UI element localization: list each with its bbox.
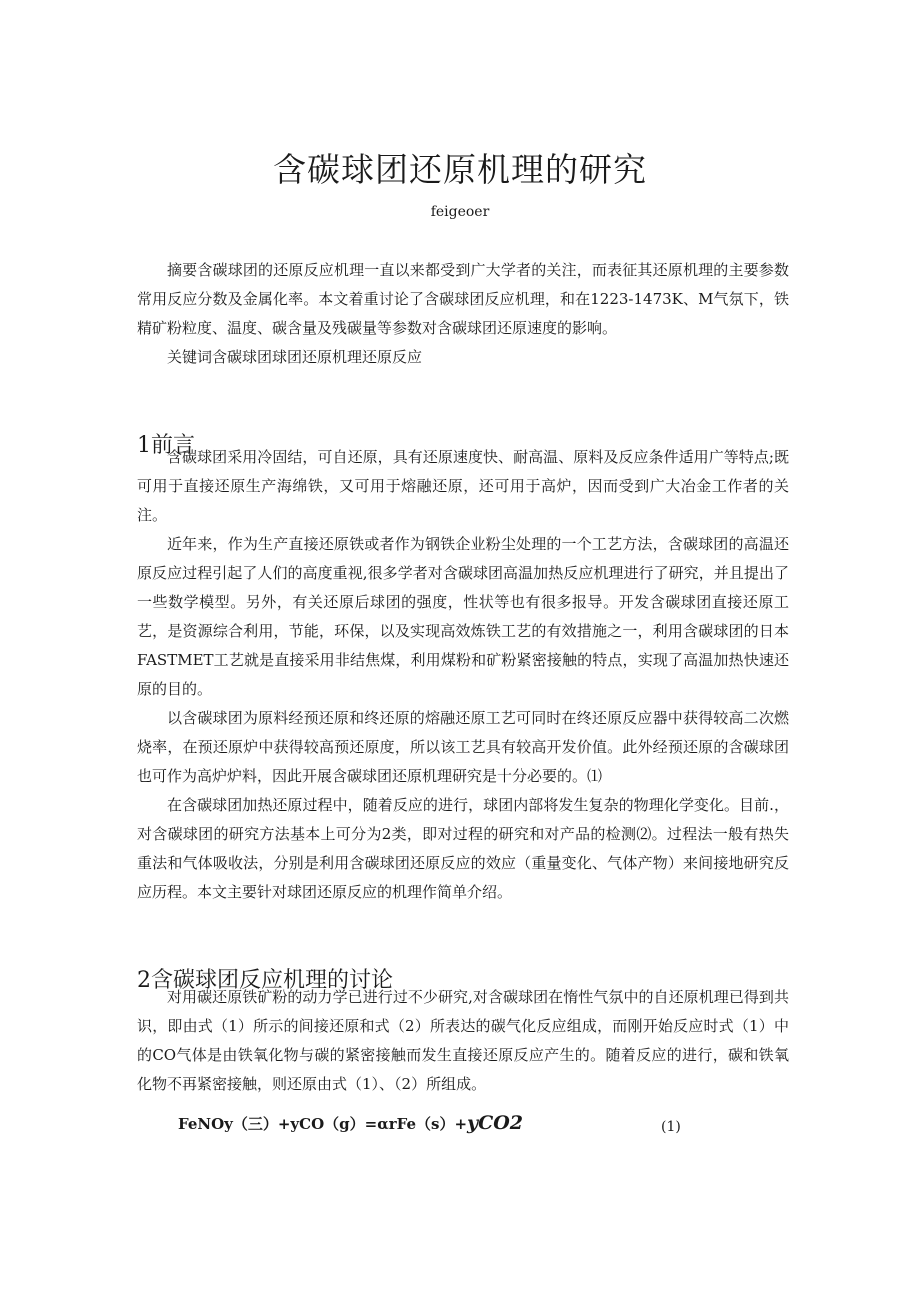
keywords-text: 含碳球团球团还原机理还原反应 xyxy=(212,348,423,366)
equation-main: FeNOy（三）+yCO（g）=αrFe（s）+ xyxy=(178,1115,468,1133)
equation-number: (1) xyxy=(661,1119,681,1135)
paragraph: 含碳球团采用冷固结，可自还原，具有还原速度快、耐高温、原料及反应条件适用广等特点;既可用于直接还原生产海绵铁，又可用于熔融还原，还可用于高炉，因而受到广大冶金工作者的关注。 xyxy=(137,448,789,524)
paragraph: 对用碳还原铁矿粉的动力学已进行过不少研究,对含碳球团在惰性气氛中的自还原机理已得到共识，即由式（1）所示的间接还原和式（2）所表达的碳气化反应组成，而刚开始反应时式（1）中的CO气体是由铁氧化物与碳的紧密接触而发生直接还原反应产生的。随着反应的进行，碳和铁氧化物不再紧密接触，则还原由式（1）、（2）所组成。 xyxy=(137,988,789,1093)
section-2-body xyxy=(137,983,789,1099)
equation-tail: yCO2 xyxy=(467,1112,523,1134)
author: feigeoer xyxy=(430,204,490,220)
equation-1 xyxy=(178,1112,523,1134)
keywords xyxy=(137,343,789,372)
abstract-label: 摘要 xyxy=(167,261,198,279)
abstract-text: 含碳球团的还原反应机理一直以来都受到广大学者的关注，而表征其还原机理的主要参数常用反应分数及金属化率。本文着重讨论了含碳球团反应机理，和在1223-1473K、M气氛下，铁精矿粉粒度、温度、碳含量及残碳量等参数对含碳球团还原速度的影响。 xyxy=(137,261,789,337)
section-2-heading: 2含碳球团反应机理的讨论 xyxy=(137,968,393,994)
abstract xyxy=(137,256,789,343)
section-1-body xyxy=(137,443,789,907)
paragraph: 以含碳球团为原料经预还原和终还原的熔融还原工艺可同时在终还原反应器中获得较高二次燃烧率，在预还原炉中获得较高预还原度，所以该工艺具有较高开发价值。此外经预还原的含碳球团也可作为高炉炉料，因此开展含碳球团还原机理研究是十分必要的。⑴ xyxy=(137,709,789,785)
paragraph: 在含碳球团加热还原过程中，随着反应的进行，球团内部将发生复杂的物理化学变化。目前.，对含碳球团的研究方法基本上可分为2类，即对过程的研究和对产品的检测⑵。过程法一般有热失重法和气体吸收法，分别是利用含碳球团还原反应的效应（重量变化、气体产物）来间接地研究反应历程。本文主要针对球团还原反应的机理作简单介绍。 xyxy=(137,796,789,901)
keywords-label: 关键词 xyxy=(167,348,213,366)
paragraph: 近年来，作为生产直接还原铁或者作为钢铁企业粉尘处理的一个工艺方法，含碳球团的高温还原反应过程引起了人们的高度重视,很多学者对含碳球团高温加热反应机理进行了研究，并且提出了一些数学模型。另外，有关还原后球团的强度，性状等也有很多报导。开发含碳球团直接还原工艺，是资源综合利用，节能，环保，以及实现高效炼铁工艺的有效措施之一，利用含碳球团的日本FASTMET工艺就是直接采用非结焦煤，利用煤粉和矿粉紧密接触的特点，实现了高温加热快速还原的目的。 xyxy=(137,535,789,698)
paper-title: 含碳球团还原机理的研究 xyxy=(273,150,647,190)
section-1-heading: 1前言 xyxy=(137,433,195,459)
